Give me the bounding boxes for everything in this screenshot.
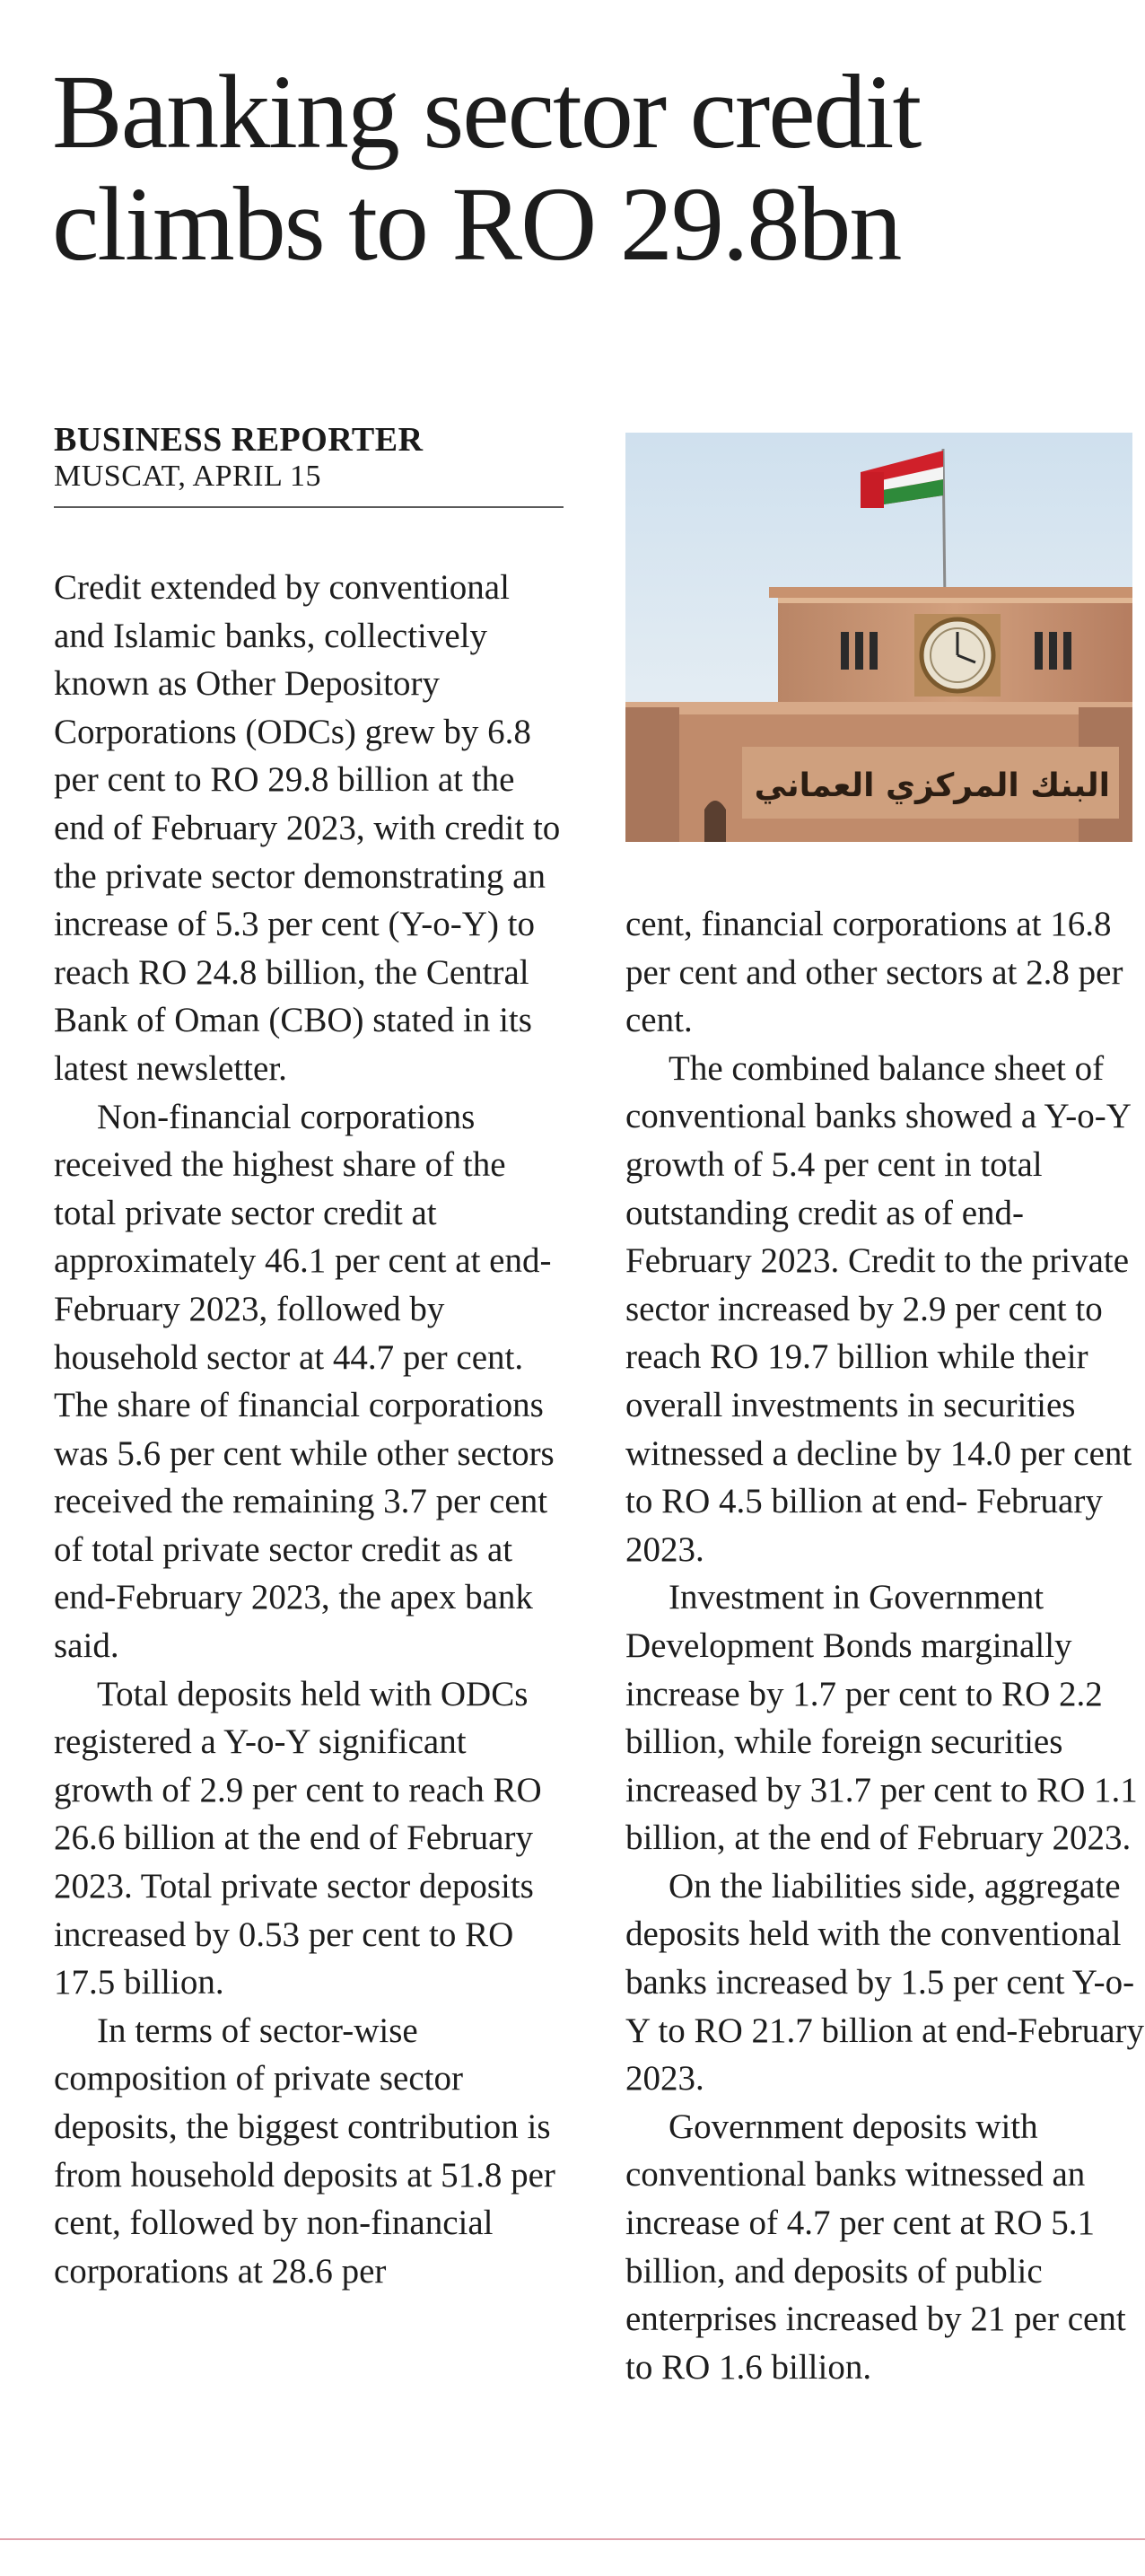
clock-icon (914, 614, 1001, 697)
article-paragraph: On the liabilities side, aggregate deposits held with the conventional banks increased by 1.5 per cent Y-o-Y to RO 21.7 billion at end-February 2023. (625, 1866, 1145, 2098)
central-bank-photo (625, 433, 1132, 842)
article-paragraph: Total deposits held with ODCs registered a Y-o-Y significant growth of 2.9 per cent to reach RO 26.6 billion at the end of February 2023. Total private sector deposits increased by 0.53 per cent to RO 17.5 billion. (54, 1674, 542, 2002)
article-paragraph: Government deposits with conventional banks witnessed an increase of 4.7 per cent at RO 5.1 billion, and deposits of public enterprises increased by 21 per cent to RO 1.6 billion. (625, 2107, 1126, 2387)
article-column-right (625, 900, 1145, 2391)
article-paragraph: cent, financial corporations at 16.8 per cent and other sectors at 2.8 per cent. (625, 905, 1123, 1040)
byline-dateline: MUSCAT, APRIL 15 (54, 460, 321, 493)
flag-pole (943, 449, 945, 603)
headline-line-1: Banking sector credit (52, 53, 921, 171)
article-paragraph: Credit extended by conventional and Islamic banks, collectively known as Other Depository Corporations (ODCs) grew by 6.8 per cent to RO 29.8 billion at the end of February 2023, with credit to the private sector demonstrating an increase of 5.3 per cent (Y-o-Y) to reach RO 24.8 billion, the Central Bank of Oman (CBO) stated in its latest newsletter. (54, 568, 561, 1088)
article-paragraph: Non-financial corporations received the highest share of the total private sector credit at approximately 46.1 per cent at end-February 2023, followed by household sector at 44.7 per cent. The share of financial corporations was 5.6 per cent while other sectors received the remaining 3.7 per cent of total private sector credit as at end-February 2023, the apex bank said. (54, 1097, 555, 1666)
headline (52, 53, 1111, 283)
bottom-rule (0, 2538, 1145, 2540)
headline-line-2: climbs to RO 29.8bn (52, 165, 901, 283)
article-paragraph: The combined balance sheet of conventional banks showed a Y-o-Y growth of 5.4 per cent in total outstanding credit as of end-February 2023. Credit to the private sector increased by 2.9 per cent to reach RO 19.7 billion while their overall investments in securities witnessed a decline by 14.0 per cent to RO 4.5 billion at end- February 2023. (625, 1048, 1132, 1569)
article-column-left (54, 564, 565, 2295)
byline (54, 420, 564, 508)
byline-author: BUSINESS REPORTER (54, 421, 424, 459)
building-sign: البنك المركزي العماني (754, 767, 1110, 804)
article-paragraph: In terms of sector-wise composition of private sector deposits, the biggest contribution is from household deposits at 51.8 per cent, followed by non-financial corporations at 28.6 per (54, 2011, 555, 2291)
article-paragraph: Investment in Government Development Bonds marginally increase by 1.7 per cent to RO 2.2 billion, while foreign securities increased by 31.7 per cent to RO 1.1 billion, at the end of February 2023. (625, 1578, 1138, 1858)
